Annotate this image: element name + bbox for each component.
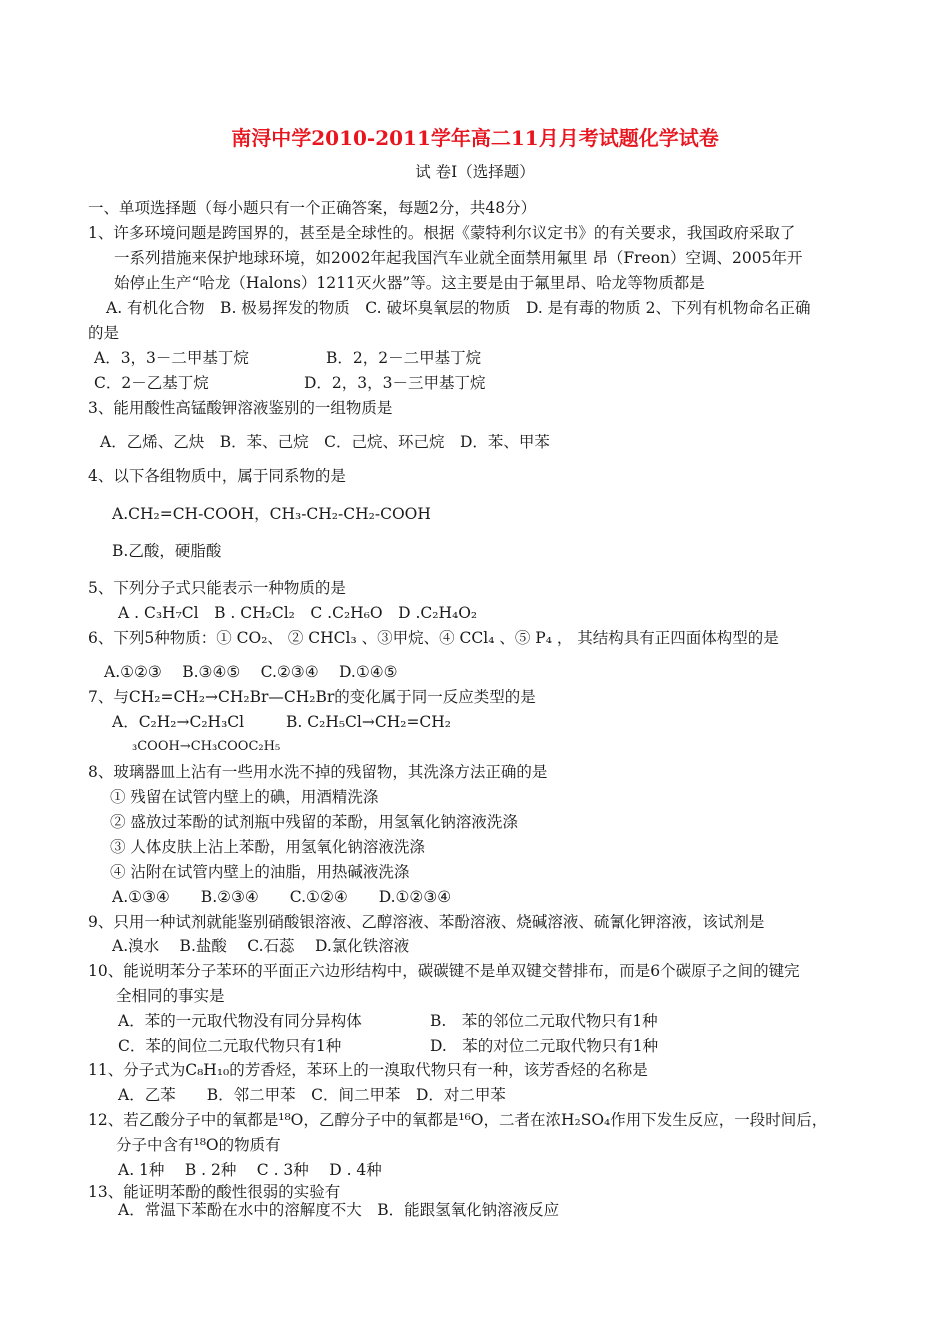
q13-options: A．常温下苯酚在水中的溶解度不大 B．能跟氢氧化钠溶液反应 xyxy=(118,1201,560,1219)
q5-stem: 5、下列分子式只能表示一种物质的是 xyxy=(88,579,346,597)
q4-stem: 4、以下各组物质中，属于同系物的是 xyxy=(88,467,346,485)
q12-stem-2: 分子中含有¹⁸O的物质有 xyxy=(116,1136,281,1154)
q8-item-2: ② 盛放过苯酚的试剂瓶中残留的苯酚，用氢氧化钠溶液洗涤 xyxy=(110,813,518,831)
q3-options: A．乙烯、乙炔 B．苯、己烷 C．己烷、环己烷 D．苯、甲苯 xyxy=(100,433,550,451)
q11-stem: 11、分子式为C₈H₁₀的芳香烃，苯环上的一溴取代物只有一种，该芳香烃的名称是 xyxy=(88,1061,648,1079)
q8-item-4: ④ 沾附在试管内壁上的油脂，用热碱液洗涤 xyxy=(110,863,410,881)
q9-stem: 9、只用一种试剂就能鉴别硝酸银溶液、乙醇溶液、苯酚溶液、烧碱溶液、硫氰化钾溶液，该试剂是 xyxy=(88,913,765,931)
q10-option-a: A．苯的一元取代物没有同分异构体 xyxy=(118,1012,362,1030)
q10-option-b: B. 苯的邻位二元取代物只有1种 xyxy=(430,1012,658,1030)
q7-option-b: B. C₂H₅Cl→CH₂=CH₂ xyxy=(286,713,452,731)
q6-options: A.①②③ B.③④⑤ C.②③④ D.①④⑤ xyxy=(104,663,398,681)
q12-options: A. 1种 B . 2种 C . 3种 D . 4种 xyxy=(118,1161,382,1179)
q8-options: A.①③④ B.②③④ C.①②④ D.①②③④ xyxy=(112,888,452,906)
q2-option-d: D．2，3，3－三甲基丁烷 xyxy=(304,374,486,392)
q5-options: A . C₃H₇Cl B . CH₂Cl₂ C .C₂H₆O D .C₂H₄O₂ xyxy=(118,604,478,622)
q2-option-a: A．3，3－二甲基丁烷 xyxy=(94,349,249,367)
q10-stem-2: 全相同的事实是 xyxy=(116,987,225,1005)
q4-option-a: A.CH₂=CH-COOH，CH₃-CH₂-CH₂-COOH xyxy=(112,505,431,523)
q13-stem: 13、能证明苯酚的酸性很弱的实验有 xyxy=(88,1183,341,1201)
q1-line-3: 始停止生产“哈龙（Halons）1211灭火器”等。这主要是由于氟里昂、哈龙等物质都是 xyxy=(114,274,705,292)
q10-stem-1: 10、能说明苯分子苯环的平面正六边形结构中，碳碳键不是单双键交替排布，而是6个碳原子之间的键完 xyxy=(88,962,800,980)
q8-item-1: ① 残留在试管内壁上的碘，用酒精洗涤 xyxy=(110,788,379,806)
q10-option-d: D. 苯的对位二元取代物只有1种 xyxy=(430,1037,659,1055)
q1-line-2: 一系列措施来保护地球环境，如2002年起我国汽车业就全面禁用氟里 昂（Freon）空调、2005年开 xyxy=(114,249,803,267)
q4-option-b: B.乙酸，硬脂酸 xyxy=(112,542,222,560)
q2-option-b: B．2，2－二甲基丁烷 xyxy=(326,349,482,367)
page-title: 南浔中学2010-2011学年高二11月月考试题化学试卷 xyxy=(231,126,719,150)
q8-item-3: ③ 人体皮肤上沾上苯酚，用氢氧化钠溶液洗涤 xyxy=(110,838,425,856)
q7-option-a: A．C₂H₂→C₂H₃Cl xyxy=(112,713,245,731)
q1-line-1: 1、许多环境问题是跨国界的，甚至是全球性的。根据《蒙特利尔议定书》的有关要求，我国政府采取了 xyxy=(88,224,796,242)
q1-options-q2-stem: A. 有机化合物 B. 极易挥发的物质 C. 破坏臭氧层的物质 D. 是有毒的物质 2、下列有机物命名正确 xyxy=(106,299,811,317)
q11-options: A．乙苯 B．邻二甲苯 C．间二甲苯 D．对二甲苯 xyxy=(118,1086,506,1104)
q10-option-c: C．苯的间位二元取代物只有1种 xyxy=(118,1037,342,1055)
paper-subtitle: 试 卷Ⅰ（选择题） xyxy=(415,163,535,181)
q7-stem: 7、与CH₂=CH₂→CH₂Br—CH₂Br的变化属于同一反应类型的是 xyxy=(88,688,536,706)
q6-stem: 6、下列5种物质：① CO₂、 ② CHCl₃ 、③甲烷、④ CCl₄ 、⑤ P₄ ， 其结构具有正四面体构型的是 xyxy=(88,629,779,647)
section-heading: 一、单项选择题（每小题只有一个正确答案，每题2分，共48分） xyxy=(88,199,537,217)
q12-stem-1: 12、若乙酸分子中的氧都是¹⁸O，乙醇分子中的氧都是¹⁶O，二者在浓H₂SO₄作用下发生反应，一段时间后， xyxy=(88,1111,828,1129)
q3-stem: 3、能用酸性高锰酸钾溶液鉴别的一组物质是 xyxy=(88,399,393,417)
q2-stem-end: 的是 xyxy=(88,324,120,342)
q9-options: A.溴水 B.盐酸 C.石蕊 D.氯化铁溶液 xyxy=(112,937,410,955)
q7-option-fragment: ₃COOH→CH₃COOC₂H₅ xyxy=(132,739,281,754)
q2-option-c: C．2－乙基丁烷 xyxy=(94,374,209,392)
q8-stem: 8、玻璃器皿上沾有一些用水洗不掉的残留物，其洗涤方法正确的是 xyxy=(88,763,548,781)
